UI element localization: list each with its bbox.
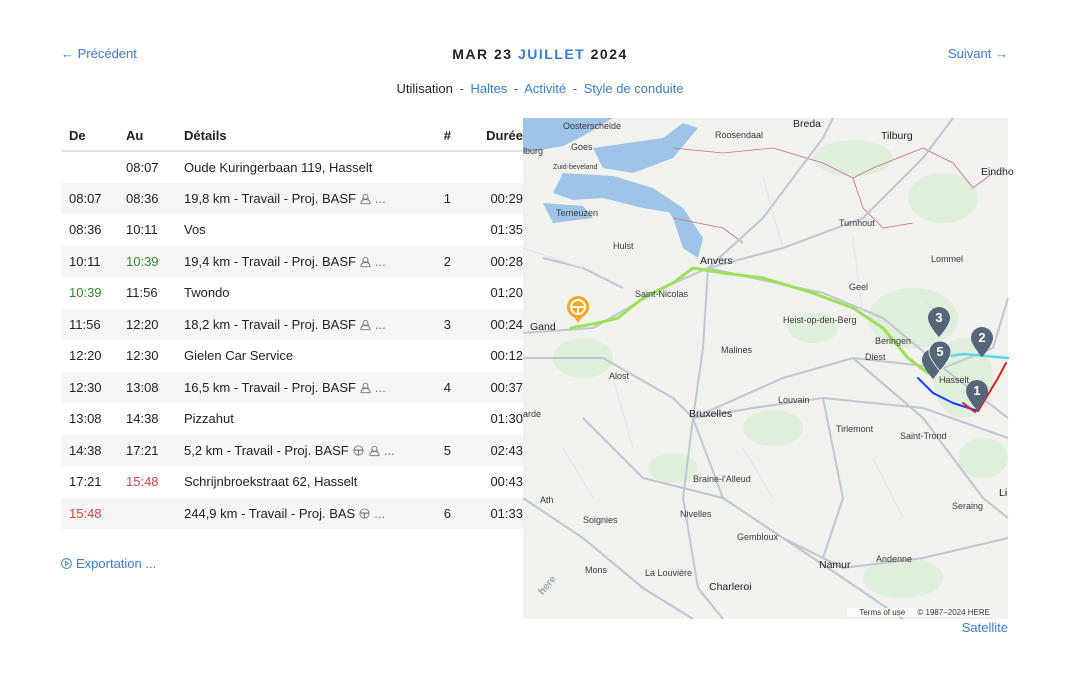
row-duration-text: 00:37 (490, 379, 523, 395)
map-label: Louvain (778, 395, 810, 405)
row-details (176, 246, 429, 278)
map-label: Heist-op-den-Berg (783, 315, 857, 325)
row-duration-text: 01:35 (490, 222, 523, 238)
row-from-time (61, 309, 118, 341)
row-details-text: 19,8 km - Travail - Proj. BASF (184, 190, 356, 206)
row-to-time (118, 183, 176, 215)
row-from-time (61, 214, 118, 246)
map-label: Gand (530, 321, 556, 333)
trip-marker-2[interactable] (970, 326, 994, 358)
row-details-text: Schrijnbroekstraat 62, Hasselt (184, 474, 358, 490)
row-from-time-text: 15:48 (69, 505, 102, 521)
row-duration-text: 01:20 (490, 285, 523, 301)
row-number-text: 2 (443, 253, 451, 269)
row-details-text: Gielen Car Service (184, 348, 294, 364)
trip-marker-3[interactable] (927, 306, 951, 338)
row-details-text: 19,4 km - Travail - Proj. BASF (184, 253, 356, 269)
passenger-icon (359, 381, 372, 392)
row-duration (469, 277, 523, 309)
column-header-to: Au (118, 120, 176, 151)
row-from-time (61, 466, 118, 498)
row-number (429, 340, 469, 372)
row-to-time (118, 340, 176, 372)
map-attribution (847, 608, 992, 617)
row-from-time (61, 340, 118, 372)
row-number (429, 309, 469, 341)
satellite-toggle-link[interactable]: Satellite (961, 620, 1008, 635)
svg-text:2: 2 (978, 330, 986, 345)
row-from-time (61, 277, 118, 309)
row-number (429, 372, 469, 404)
table-row[interactable] (61, 340, 523, 372)
passenger-icon (359, 255, 372, 266)
row-number (429, 277, 469, 309)
row-number (429, 183, 469, 215)
map-label: Mons (585, 565, 608, 575)
tab-style-de-conduite[interactable]: Style de conduite (583, 81, 684, 96)
row-details (176, 309, 429, 341)
table-row[interactable] (61, 309, 523, 341)
row-number-text: 1 (443, 190, 451, 206)
map-label: Tirlemont (836, 424, 874, 434)
table-row[interactable] (61, 277, 523, 309)
table-row[interactable] (61, 214, 523, 246)
row-duration (469, 435, 523, 467)
row-details (176, 183, 429, 215)
row-from-time-text: 10:39 (69, 285, 102, 301)
row-duration (469, 403, 523, 435)
row-details (176, 466, 429, 498)
row-from-time-text: 17:21 (69, 474, 102, 490)
row-number-text: 6 (443, 505, 451, 521)
steering-wheel-icon (352, 444, 365, 455)
row-duration-text: 02:43 (490, 442, 523, 458)
row-details-text: Pizzahut (184, 411, 234, 427)
row-details (176, 340, 429, 372)
row-details-text: Oude Kuringerbaan 119, Hasselt (184, 159, 373, 175)
row-number (429, 466, 469, 498)
row-duration (469, 151, 523, 183)
row-to-time-text: 15:48 (126, 474, 159, 490)
tab-utilisation: Utilisation (396, 81, 453, 96)
row-to-time-text: 12:20 (126, 316, 159, 332)
map-label: lburg (523, 146, 544, 156)
export-link[interactable] (61, 556, 156, 571)
date-day: MAR 23 (452, 46, 513, 62)
row-details (176, 151, 429, 183)
start-steering-wheel-icon[interactable] (565, 294, 591, 324)
map-label: Hasselt (939, 375, 970, 385)
row-details-text: 18,2 km - Travail - Proj. BASF (184, 316, 356, 332)
row-to-time (118, 372, 176, 404)
row-number (429, 403, 469, 435)
table-header-row (61, 120, 523, 151)
map-label: Namur (819, 559, 851, 571)
row-more-link[interactable]: ... (374, 253, 386, 269)
row-from-time (61, 183, 118, 215)
tab-haltes[interactable]: Haltes (470, 81, 508, 96)
row-to-time (118, 403, 176, 435)
page-title (0, 46, 1080, 62)
row-from-time (61, 403, 118, 435)
row-from-time (61, 151, 118, 183)
row-details (176, 403, 429, 435)
row-duration (469, 309, 523, 341)
row-from-time (61, 246, 118, 278)
column-header-details: Détails (176, 120, 429, 151)
map-label: Charleroi (709, 581, 752, 593)
row-duration-text: 00:24 (490, 316, 523, 332)
trip-marker-5[interactable] (928, 340, 952, 372)
map-label: Gembloux (737, 532, 779, 542)
row-number (429, 151, 469, 183)
row-more-link[interactable]: ... (374, 190, 386, 206)
row-duration (469, 214, 523, 246)
row-to-time-text: 11:56 (126, 285, 158, 301)
tab-activite[interactable]: Activité (524, 81, 567, 96)
table-row[interactable] (61, 466, 523, 498)
map-label: Zuid-beveland (553, 164, 598, 171)
table-row[interactable] (61, 498, 523, 530)
row-duration (469, 372, 523, 404)
tab-separator: - (513, 81, 519, 96)
row-from-time (61, 372, 118, 404)
map-label: arde (523, 409, 542, 419)
map-label: Saint-Trond (900, 431, 947, 441)
map-label: Malines (721, 345, 753, 355)
row-to-time (118, 498, 176, 530)
column-header-from: De (61, 120, 118, 151)
row-to-time (118, 246, 176, 278)
map-label: Eindho (981, 166, 1014, 178)
map-label: La Louvière (645, 568, 693, 578)
row-number (429, 435, 469, 467)
row-more-link[interactable]: ... (374, 316, 386, 332)
route-map[interactable] (523, 118, 1014, 619)
trip-marker-1[interactable] (965, 379, 989, 411)
row-details (176, 372, 429, 404)
row-number-text: 3 (443, 316, 451, 332)
here-logo: here (536, 573, 559, 598)
map-label: Seraing (952, 501, 984, 511)
date-month: JUILLET (517, 46, 586, 62)
row-number (429, 246, 469, 278)
column-header-number: # (429, 120, 469, 151)
row-to-time (118, 214, 176, 246)
row-number-text: 5 (443, 442, 451, 458)
terms-of-use-link[interactable]: Terms of use (859, 608, 906, 617)
row-to-time (118, 277, 176, 309)
map-label: Soignies (583, 515, 618, 525)
previous-day-link[interactable]: ← Précédent (61, 46, 137, 61)
row-number (429, 214, 469, 246)
table-row[interactable] (61, 246, 523, 278)
row-more-link[interactable]: ... (383, 442, 395, 458)
row-details-text: Vos (184, 222, 206, 238)
row-details (176, 214, 429, 246)
row-to-time-text: 08:07 (126, 159, 159, 175)
column-header-duration: Durée (469, 120, 523, 151)
row-duration-text: 00:29 (490, 190, 523, 206)
passenger-icon (368, 444, 381, 455)
row-duration (469, 246, 523, 278)
trips-table (61, 120, 523, 529)
row-from-time-text: 08:36 (69, 222, 102, 238)
row-more-link[interactable]: ... (374, 505, 386, 521)
row-number-text: 4 (443, 379, 451, 395)
map-label: Nivelles (680, 509, 712, 519)
map-label: Anvers (700, 255, 733, 267)
row-number (429, 498, 469, 530)
row-details-text: 244,9 km - Travail - Proj. BAS (184, 505, 356, 521)
map-label: Goes (571, 142, 593, 152)
play-circle-icon (61, 558, 72, 569)
view-tabs (0, 81, 1080, 96)
passenger-icon (359, 318, 372, 329)
table-row[interactable] (61, 403, 523, 435)
row-to-time-text: 13:08 (126, 379, 159, 395)
row-duration-text: 00:43 (490, 474, 523, 490)
row-from-time (61, 435, 118, 467)
row-from-time-text: 12:30 (69, 379, 102, 395)
row-duration-text: 01:30 (490, 411, 523, 427)
row-from-time-text: 14:38 (69, 442, 102, 458)
row-from-time-text: 08:07 (69, 190, 102, 206)
table-row[interactable] (61, 372, 523, 404)
row-duration (469, 466, 523, 498)
row-more-link[interactable]: ... (374, 379, 386, 395)
map-label: Roosendaal (715, 130, 764, 140)
map-label: Andenne (876, 554, 913, 564)
row-to-time-text: 08:36 (126, 190, 159, 206)
map-copyright: © 1987–2024 HERE (917, 608, 990, 617)
row-duration-text: 01:33 (490, 505, 523, 521)
map-label: Geel (849, 282, 869, 292)
row-to-time (118, 435, 176, 467)
map-label: Li (999, 487, 1008, 499)
map-label: Ath (540, 495, 554, 505)
next-day-link[interactable]: Suivant → (948, 46, 1008, 61)
map-label: Diest (865, 352, 886, 362)
row-from-time-text: 11:56 (69, 316, 101, 332)
row-duration (469, 498, 523, 530)
table-row[interactable] (61, 435, 523, 467)
row-details-text: 5,2 km - Travail - Proj. BASF (184, 442, 349, 458)
row-to-time (118, 466, 176, 498)
row-to-time-text: 10:39 (126, 253, 159, 269)
map-label: Tilburg (881, 130, 913, 142)
map-label: Braine-l'Alleud (693, 474, 751, 484)
row-duration-text: 00:28 (490, 253, 523, 269)
row-details-text: 16,5 km - Travail - Proj. BASF (184, 379, 356, 395)
map-label: Alost (609, 371, 630, 381)
row-to-time (118, 309, 176, 341)
table-row[interactable] (61, 151, 523, 183)
row-details (176, 435, 429, 467)
row-to-time (118, 151, 176, 183)
map-label: Terneuzen (556, 208, 599, 218)
row-details (176, 498, 429, 530)
map-label: Beringen (875, 336, 912, 346)
row-to-time-text: 14:38 (126, 411, 159, 427)
row-from-time-text: 13:08 (69, 411, 102, 427)
row-details (176, 277, 429, 309)
row-from-time-text: 12:20 (69, 348, 102, 364)
svg-text:1: 1 (973, 383, 981, 398)
row-duration (469, 183, 523, 215)
map-label: Turnhout (839, 218, 875, 228)
tab-separator: - (459, 81, 464, 96)
map-label: Hulst (613, 241, 634, 251)
row-to-time-text: 17:21 (126, 442, 159, 458)
map-label: Breda (793, 118, 822, 130)
map-label: Oosterschelde (563, 121, 622, 131)
svg-text:3: 3 (935, 310, 943, 325)
table-row[interactable] (61, 183, 523, 215)
row-details-text: Twondo (184, 285, 230, 301)
row-from-time (61, 498, 118, 530)
row-duration (469, 340, 523, 372)
svg-text:5: 5 (936, 344, 944, 359)
date-year: 2024 (590, 46, 628, 62)
tab-separator: - (572, 81, 578, 96)
row-to-time-text: 12:30 (126, 348, 159, 364)
export-label: Exportation ... (76, 556, 157, 571)
row-to-time-text: 10:11 (126, 222, 158, 238)
passenger-icon (359, 192, 372, 203)
row-duration-text: 00:12 (490, 348, 523, 364)
map-label: Saint-Nicolas (635, 289, 689, 299)
water-areas (523, 118, 703, 258)
row-from-time-text: 10:11 (69, 253, 101, 269)
steering-wheel-icon (358, 507, 371, 518)
map-label: Bruxelles (689, 408, 733, 420)
map-label: Lommel (931, 254, 964, 264)
